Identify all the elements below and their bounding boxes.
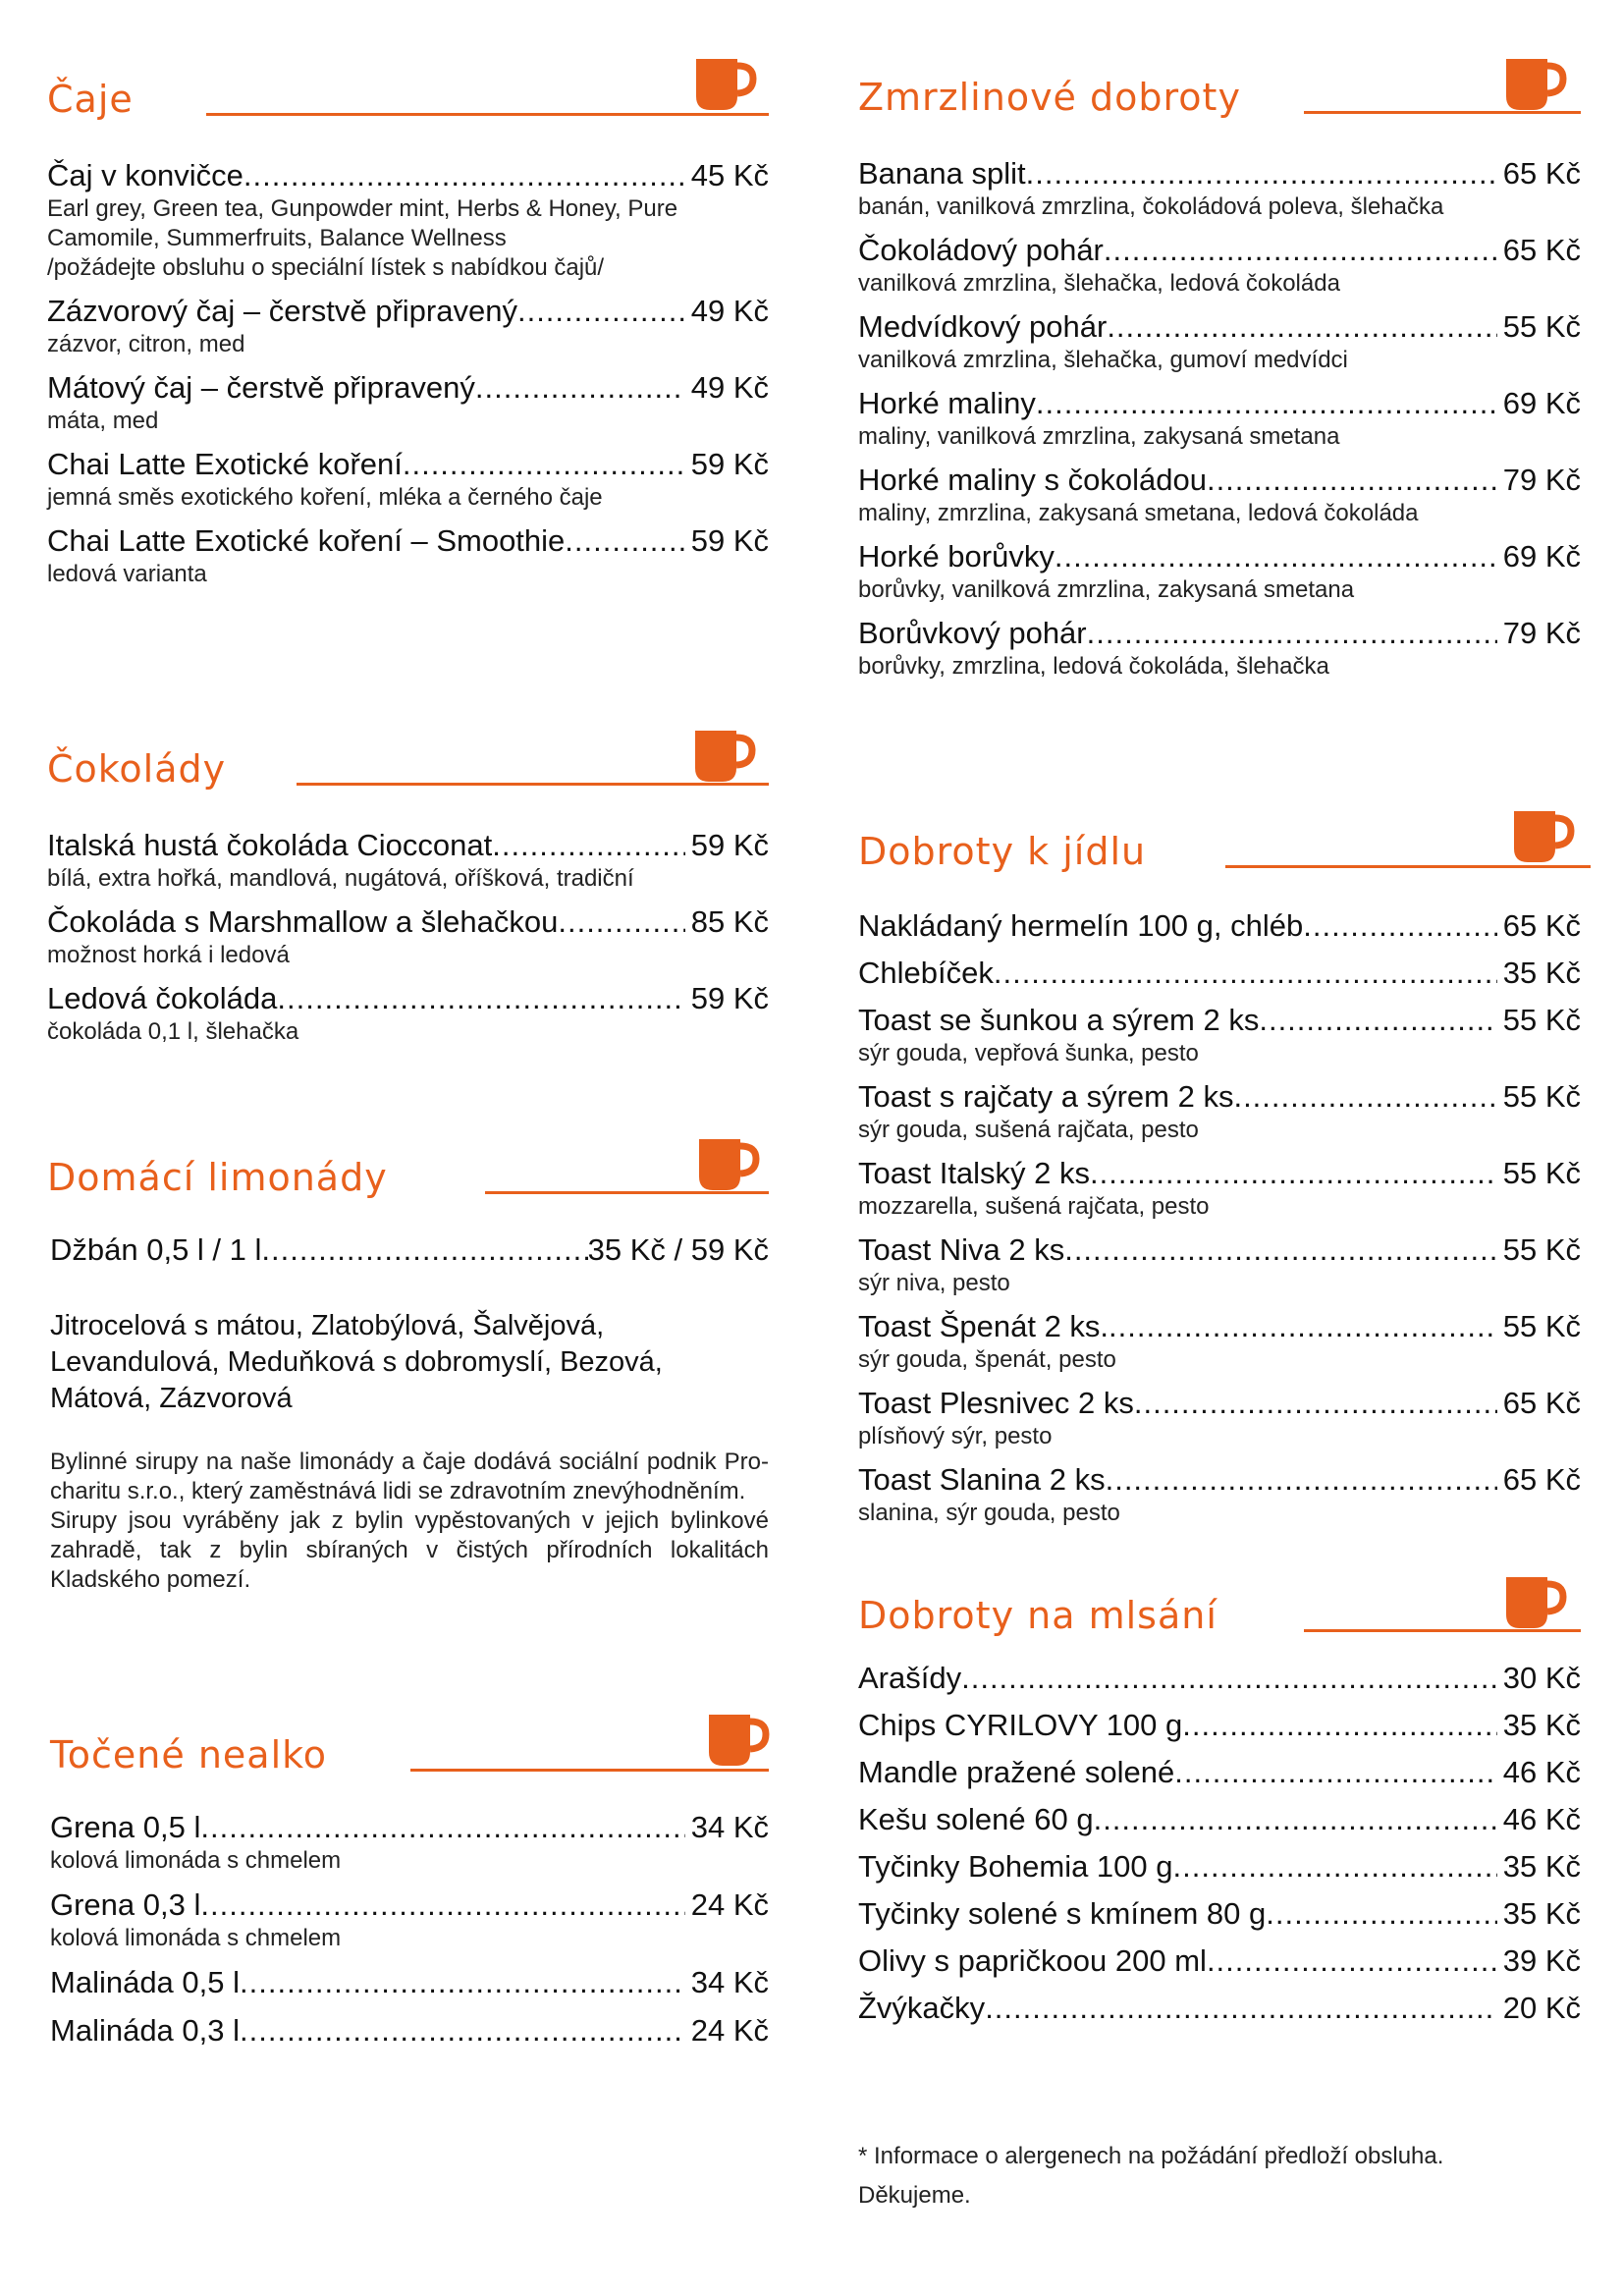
- item-price: 34 Kč: [690, 1810, 769, 1844]
- menu-item: [47, 446, 769, 513]
- menu-item-row: [47, 446, 769, 483]
- item-price: 79 Kč: [1502, 616, 1581, 650]
- dot-leader: [243, 157, 685, 194]
- section-underline: [206, 113, 769, 116]
- item-name: Kešu solené 60 g: [858, 1802, 1094, 1836]
- section-title: Zmrzlinové dobroty: [858, 76, 1241, 119]
- dot-leader: [1174, 1754, 1496, 1791]
- item-name: Čaj v konvičce: [47, 158, 243, 192]
- item-price: 55 Kč: [1502, 309, 1581, 344]
- menu-item: [858, 1895, 1581, 1933]
- dot-leader: [1055, 538, 1497, 575]
- item-description: Earl grey, Green tea, Gunpowder mint, Herbs & Honey, Pure: [47, 195, 678, 222]
- menu-item: [47, 293, 769, 359]
- section-header: [47, 47, 769, 121]
- item-name: Grena 0,3 l: [50, 1887, 201, 1922]
- coffee-cup-icon: [1510, 809, 1575, 864]
- menu-item: [47, 980, 769, 1047]
- menu-item: [47, 903, 769, 970]
- item-list: [50, 1809, 769, 2050]
- item-price: 35 Kč: [1502, 1849, 1581, 1884]
- item-price: 65 Kč: [1502, 1386, 1581, 1420]
- section-limonady: [47, 1135, 769, 1593]
- allergen-note: [858, 2137, 1581, 2215]
- menu-item-row: [858, 308, 1581, 346]
- menu-item: [858, 1385, 1581, 1451]
- menu-item-row: [858, 1461, 1581, 1499]
- item-name: Mátový čaj – čerstvě připravený: [47, 370, 475, 405]
- item-description: zázvor, citron, med: [47, 331, 245, 357]
- menu-item-row: [858, 615, 1581, 652]
- section-header: [47, 727, 769, 791]
- dot-leader: [240, 2012, 685, 2050]
- item-name: Chai Latte Exotické koření: [47, 447, 403, 481]
- item-description: čokoláda 0,1 l, šlehačka: [47, 1018, 299, 1045]
- dot-leader: [1173, 1848, 1497, 1886]
- item-price: 35 Kč: [1502, 956, 1581, 990]
- dot-leader: [277, 980, 684, 1017]
- item-name: Džbán 0,5 l / 1 l: [50, 1232, 262, 1267]
- menu-item-row: [47, 157, 769, 194]
- menu-item: [47, 369, 769, 436]
- item-price: 30 Kč: [1502, 1661, 1581, 1695]
- menu-item: [858, 462, 1581, 528]
- section-title: Točené nealko: [50, 1733, 328, 1777]
- menu-item-row: [47, 522, 769, 560]
- menu-item-row: [858, 1754, 1581, 1791]
- menu-item: [50, 1964, 769, 2001]
- item-name: Grena 0,5 l: [50, 1810, 201, 1844]
- section-caje: [47, 47, 769, 587]
- menu-item: [858, 1942, 1581, 1980]
- item-name: Toast Špenát 2 ks.: [858, 1309, 1109, 1343]
- item-name: Žvýkačky: [858, 1991, 986, 2025]
- info-paragraph: Sirupy jsou vyráběny jak z bylin vypěstovaných v jejich bylinkové zahradě, tak z bylin sbíraných v čistých přírodních lokalitách Kladského pomezí.: [50, 1507, 769, 1593]
- menu-item: [858, 1231, 1581, 1298]
- item-price: 65 Kč: [1502, 233, 1581, 267]
- item-name: Toast s rajčaty a sýrem 2 ks: [858, 1079, 1234, 1114]
- dot-leader: [1109, 1308, 1497, 1345]
- item-price: 55 Kč: [1502, 1156, 1581, 1190]
- flavor-list: [50, 1308, 769, 1417]
- note-line: Děkujeme.: [858, 2182, 971, 2209]
- dot-leader: [985, 1990, 1497, 2027]
- item-name: Banana split: [858, 156, 1026, 191]
- menu-item-row: [858, 232, 1581, 269]
- item-name: Chai Latte Exotické koření – Smoothie: [47, 523, 566, 558]
- menu-item-row: [858, 385, 1581, 422]
- menu-item: [858, 232, 1581, 299]
- menu-item: [858, 1155, 1581, 1222]
- menu-item: [858, 1848, 1581, 1886]
- item-name: Horké borůvky: [858, 539, 1055, 574]
- menu-item: [47, 157, 769, 283]
- item-description: /požádejte obsluhu o speciální lístek s nabídkou čajů/: [47, 254, 605, 281]
- section-header: [858, 47, 1581, 119]
- coffee-cup-icon: [691, 729, 756, 784]
- item-name: Chips CYRILOVY 100 g: [858, 1708, 1183, 1742]
- menu-item: [47, 522, 769, 589]
- item-description: ledová varianta: [47, 561, 207, 587]
- menu-item: [858, 955, 1581, 992]
- item-name: Medvídkový pohár: [858, 309, 1108, 344]
- menu-item-row: [47, 293, 769, 330]
- menu-item: [858, 1754, 1581, 1791]
- item-price: 55 Kč: [1502, 1079, 1581, 1114]
- section-header: [858, 1571, 1581, 1637]
- section-header: [47, 1135, 769, 1199]
- menu-item-row: [858, 1078, 1581, 1116]
- dot-leader: [994, 955, 1497, 992]
- menu-item-row: [47, 827, 769, 864]
- item-price: 45 Kč: [690, 158, 769, 192]
- item-name: Italská hustá čokoláda Ciocconat: [47, 828, 493, 862]
- dot-leader: [200, 1809, 684, 1846]
- item-name: Tyčinky Bohemia 100 g: [858, 1849, 1173, 1884]
- item-price: 55 Kč: [1502, 1309, 1581, 1343]
- item-price: 79 Kč: [1502, 463, 1581, 497]
- item-price: 20 Kč: [1502, 1991, 1581, 2025]
- item-description: vanilková zmrzlina, šlehačka, gumoví medvídci: [858, 347, 1348, 373]
- menu-item: [858, 907, 1581, 945]
- dot-leader: [961, 1660, 1497, 1697]
- menu-item-row: [47, 369, 769, 407]
- item-description: borůvky, zmrzlina, ledová čokoláda, šlehačka: [858, 653, 1329, 680]
- item-name: Malináda 0,3 l: [50, 2013, 241, 2048]
- section-header: [47, 1713, 769, 1777]
- dot-leader: [200, 1886, 684, 1924]
- menu-item-row: [858, 1660, 1581, 1697]
- item-description: mozzarella, sušená rajčata, pesto: [858, 1193, 1210, 1220]
- dot-leader: [1106, 1461, 1497, 1499]
- item-price: 65 Kč: [1502, 156, 1581, 191]
- section-nealko: [47, 1713, 769, 2048]
- menu-item: [858, 1660, 1581, 1697]
- item-name: Toast Niva 2 ks: [858, 1232, 1065, 1267]
- menu-item-row: [858, 1895, 1581, 1933]
- item-list: [858, 1660, 1581, 2027]
- menu-item: [858, 1308, 1581, 1375]
- item-name: Zázvorový čaj – čerstvě připravený: [47, 294, 517, 328]
- flavor-line: Jitrocelová s mátou, Zlatobýlová, Šalvějová,: [50, 1310, 605, 1341]
- dot-leader: [1182, 1707, 1496, 1744]
- section-title: Domácí limonády: [47, 1156, 388, 1199]
- menu-item-row: [858, 1231, 1581, 1269]
- menu-item: [858, 1078, 1581, 1145]
- item-description: borůvky, vanilková zmrzlina, zakysaná smetana: [858, 576, 1355, 603]
- menu-item-row: [50, 2012, 769, 2050]
- section-underline: [410, 1769, 769, 1772]
- item-name: Toast Italský 2 ks: [858, 1156, 1091, 1190]
- item-description: máta, med: [47, 408, 159, 434]
- item-price: 55 Kč: [1502, 1232, 1581, 1267]
- dot-leader: [403, 446, 685, 483]
- menu-item: [858, 538, 1581, 605]
- menu-item-row: [858, 1155, 1581, 1192]
- menu-item: [858, 385, 1581, 452]
- menu-item-row: [858, 1801, 1581, 1838]
- flavor-line: Mátová, Zázvorová: [50, 1383, 293, 1414]
- item-price: 35 Kč: [1502, 1896, 1581, 1931]
- item-description: bílá, extra hořká, mandlová, nugátová, oříšková, tradiční: [47, 865, 634, 892]
- dot-leader: [558, 903, 684, 941]
- item-description: možnost horká i ledová: [47, 942, 290, 968]
- menu-item-row: [858, 462, 1581, 499]
- item-list: [858, 155, 1581, 682]
- item-name: Čokoláda s Marshmallow a šlehačkou: [47, 904, 559, 939]
- menu-item: [858, 155, 1581, 222]
- item-description: banán, vanilková zmrzlina, čokoládová poleva, šlehačka: [858, 193, 1444, 220]
- item-description: kolová limonáda s chmelem: [50, 1925, 342, 1951]
- dot-leader: [492, 827, 685, 864]
- dot-leader: [1087, 615, 1497, 652]
- item-price: 85 Kč: [690, 904, 769, 939]
- menu-item: [858, 1707, 1581, 1744]
- menu-item-row: [858, 1385, 1581, 1422]
- syrup-info: [50, 1448, 769, 1595]
- menu-item-row: [858, 1848, 1581, 1886]
- item-name: Chlebíček: [858, 956, 994, 990]
- item-price: 46 Kč: [1502, 1802, 1581, 1836]
- item-price: 65 Kč: [1502, 908, 1581, 943]
- item-name: Olivy s papričkoou 200 ml: [858, 1943, 1207, 1978]
- menu-item: [50, 2012, 769, 2050]
- item-price: 35 Kč: [1502, 1708, 1581, 1742]
- menu-item-row: [50, 1964, 769, 2001]
- menu-item-row: [50, 1809, 769, 1846]
- item-description: maliny, vanilková zmrzlina, zakysaná smetana: [858, 423, 1340, 450]
- menu-item-row: [858, 1308, 1581, 1345]
- dot-leader: [1233, 1078, 1496, 1116]
- menu-item: [858, 1990, 1581, 2027]
- item-description: vanilková zmrzlina, šlehačka, ledová čokoláda: [858, 270, 1340, 297]
- menu-item: [858, 1461, 1581, 1528]
- menu-item-row: [858, 1707, 1581, 1744]
- item-name: Horké maliny: [858, 386, 1036, 420]
- menu-item-row: [858, 1990, 1581, 2027]
- item-price: 65 Kč: [1502, 1462, 1581, 1497]
- dot-leader: [1036, 385, 1497, 422]
- menu-item-row: [47, 980, 769, 1017]
- menu-item: [858, 1801, 1581, 1838]
- item-price: 59 Kč: [690, 523, 769, 558]
- dot-leader: [1134, 1385, 1497, 1422]
- item-price: 55 Kč: [1502, 1003, 1581, 1037]
- menu-item-row: [858, 538, 1581, 575]
- item-name: Toast Plesnivec 2 ks: [858, 1386, 1134, 1420]
- coffee-cup-icon: [692, 57, 757, 112]
- item-name: Mandle pražené solené: [858, 1755, 1175, 1789]
- item-name: Borůvkový pohár: [858, 616, 1087, 650]
- note-line: * Informace o alergenech na požádání předloží obsluha.: [858, 2143, 1444, 2169]
- jug-item: [50, 1231, 769, 1269]
- dot-leader: [1259, 1002, 1496, 1039]
- menu-item-row: [858, 1942, 1581, 1980]
- item-name: Tyčinky solené s kmínem 80 g: [858, 1896, 1267, 1931]
- info-paragraph: Bylinné sirupy na naše limonády a čaje dodává sociální podnik Pro-charitu s.r.o., který zaměstnává lidi se zdravotním znevýhodněním.: [50, 1449, 769, 1504]
- menu-item: [50, 1809, 769, 1876]
- section-zmrzlina: [858, 47, 1581, 680]
- menu-item-row: [50, 1886, 769, 1924]
- item-price: 24 Kč: [690, 2013, 769, 2048]
- coffee-cup-icon: [695, 1137, 760, 1192]
- item-name: Malináda 0,5 l: [50, 1965, 241, 1999]
- item-name: Čokoládový pohár: [858, 233, 1104, 267]
- menu-item: [47, 827, 769, 894]
- section-header: [858, 809, 1581, 873]
- menu-item: [50, 1886, 769, 1953]
- section-title: Čokolády: [47, 747, 227, 791]
- item-price: 49 Kč: [690, 370, 769, 405]
- menu-item-row: [858, 1002, 1581, 1039]
- dot-leader: [1026, 155, 1497, 192]
- item-description: slanina, sýr gouda, pesto: [858, 1500, 1120, 1526]
- dot-leader: [517, 293, 685, 330]
- menu-item-row: [858, 955, 1581, 992]
- item-list: [858, 907, 1581, 1528]
- item-description: sýr gouda, špenát, pesto: [858, 1346, 1116, 1373]
- menu-item: [858, 1002, 1581, 1068]
- item-price: 49 Kč: [690, 294, 769, 328]
- menu-item-row: [47, 903, 769, 941]
- item-name: Toast se šunkou a sýrem 2 ks: [858, 1003, 1260, 1037]
- coffee-cup-icon: [1502, 1575, 1567, 1630]
- item-name: Nakládaný hermelín 100 g, chléb: [858, 908, 1304, 943]
- coffee-cup-icon: [705, 1713, 770, 1768]
- dot-leader: [240, 1964, 685, 2001]
- item-price: 34 Kč: [690, 1965, 769, 1999]
- item-list: [47, 827, 769, 1047]
- dot-leader: [1094, 1801, 1497, 1838]
- item-description: kolová limonáda s chmelem: [50, 1847, 342, 1874]
- item-description: sýr niva, pesto: [858, 1270, 1010, 1296]
- dot-leader: [1090, 1155, 1497, 1192]
- section-cokolady: [47, 727, 769, 1045]
- menu-item-row: [858, 907, 1581, 945]
- item-list: [47, 157, 769, 589]
- section-title: Čaje: [47, 78, 134, 121]
- item-description: sýr gouda, sušená rajčata, pesto: [858, 1117, 1199, 1143]
- section-title: Dobroty k jídlu: [858, 830, 1147, 873]
- item-price: 46 Kč: [1502, 1755, 1581, 1789]
- item-price: 59 Kč: [690, 981, 769, 1015]
- item-name: Ledová čokoláda: [47, 981, 278, 1015]
- coffee-cup-icon: [1502, 57, 1567, 112]
- dot-leader: [565, 522, 684, 560]
- dot-leader: [1266, 1895, 1496, 1933]
- item-description: plísňový sýr, pesto: [858, 1423, 1053, 1449]
- item-description: maliny, zmrzlina, zakysaná smetana, ledová čokoláda: [858, 500, 1419, 526]
- dot-leader: [1303, 907, 1496, 945]
- item-price: 59 Kč: [690, 828, 769, 862]
- item-price: 69 Kč: [1502, 539, 1581, 574]
- menu-item-row: [858, 155, 1581, 192]
- dot-leader: [1107, 308, 1496, 346]
- item-name: Arašídy: [858, 1661, 962, 1695]
- dot-leader: [1064, 1231, 1497, 1269]
- item-price: 39 Kč: [1502, 1943, 1581, 1978]
- dot-leader: [261, 1231, 587, 1269]
- section-mlsani: [858, 1571, 1581, 2025]
- flavor-line: Levandulová, Meduňková s dobromyslí, Bezová,: [50, 1346, 663, 1378]
- item-description: Camomile, Summerfruits, Balance Wellness: [47, 225, 507, 251]
- dot-leader: [1104, 232, 1497, 269]
- item-price: 69 Kč: [1502, 386, 1581, 420]
- dot-leader: [475, 369, 685, 407]
- item-name: Horké maliny s čokoládou: [858, 463, 1207, 497]
- item-description: sýr gouda, vepřová šunka, pesto: [858, 1040, 1199, 1066]
- section-jidlo: [858, 809, 1581, 1526]
- section-underline: [1225, 865, 1591, 868]
- menu-item: [858, 615, 1581, 682]
- item-price: 59 Kč: [690, 447, 769, 481]
- item-name: Toast Slanina 2 ks: [858, 1462, 1106, 1497]
- menu-item: [858, 308, 1581, 375]
- dot-leader: [1207, 462, 1497, 499]
- item-description: jemná směs exotického koření, mléka a černého čaje: [47, 484, 603, 511]
- item-price: 35 Kč / 59 Kč: [587, 1232, 769, 1267]
- item-price: 24 Kč: [690, 1887, 769, 1922]
- dot-leader: [1207, 1942, 1497, 1980]
- section-title: Dobroty na mlsání: [858, 1594, 1217, 1637]
